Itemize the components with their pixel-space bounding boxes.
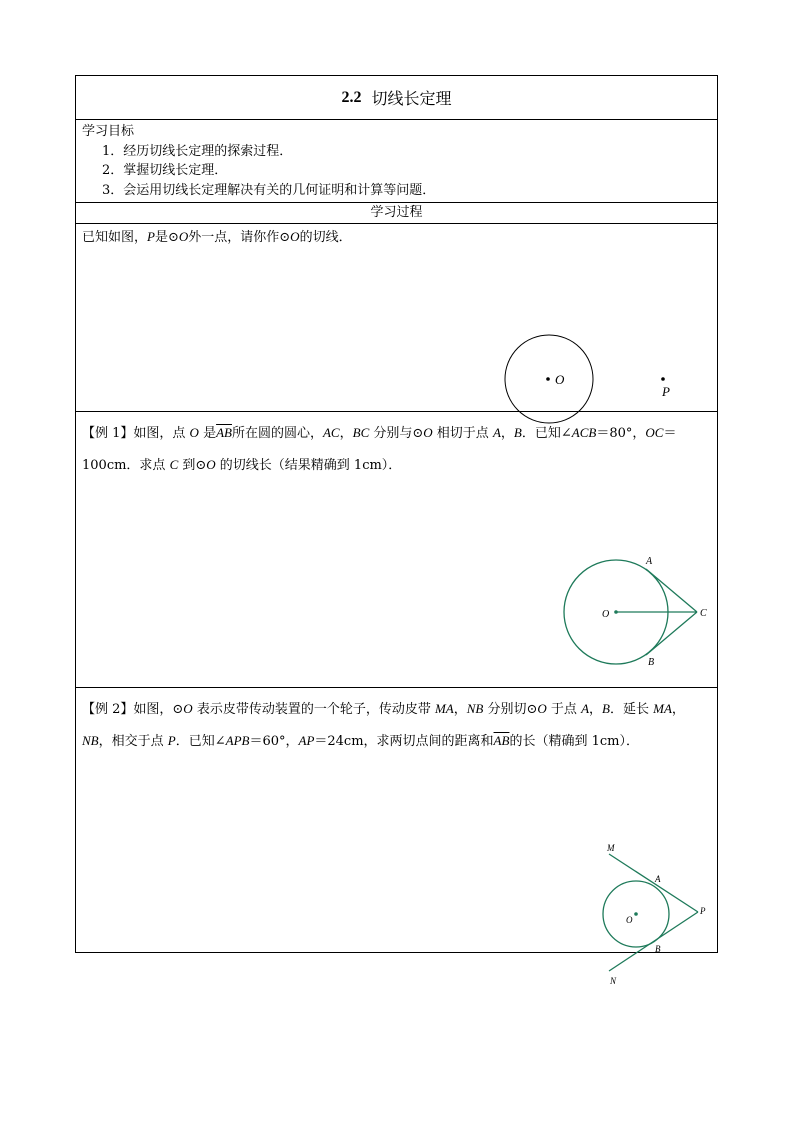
task-text: 已知如图，P是⊙O外一点，请你作⊙O的切线．: [82, 229, 352, 245]
label-o: O: [602, 609, 610, 620]
goals-heading: 学习目标: [82, 124, 135, 139]
goal-item: 2．掌握切线长定理．: [102, 163, 228, 178]
tangent-ac: [646, 569, 697, 612]
example-1: [76, 412, 717, 688]
center-point-o: [546, 377, 550, 381]
label-n: N: [610, 976, 617, 986]
label-c: C: [700, 608, 707, 619]
process-heading: 学习过程: [76, 203, 717, 224]
label-o: O: [555, 372, 565, 387]
label-m: M: [607, 843, 615, 853]
center-point-o: [634, 912, 638, 916]
label-p: P: [662, 384, 670, 399]
label-b: B: [655, 944, 661, 954]
label-o: O: [626, 915, 633, 925]
worksheet-table: [75, 75, 718, 986]
goal-item: 3．会运用切线长定理解决有关的几何证明和计算等问题．: [102, 182, 436, 198]
center-point-o: [614, 610, 618, 614]
task-section: [76, 224, 717, 412]
tangent-ma: [609, 854, 698, 912]
example-2: [76, 688, 717, 986]
example-1-text: 【例 1】如图，点 O 是$\overline{AB}$所在圆的圆心，AC，BC 分别与⊙O 相切于点 A，B．已知∠ACB＝80°，OC＝100cm．求点 C 到⊙O 的切线长（结果精确到 1cm）．: [82, 425, 677, 473]
tangent-figure-1: [596, 552, 716, 672]
label-b: B: [648, 657, 655, 668]
goal-item: 1．经历切线长定理的探索过程．: [102, 143, 293, 159]
label-p: P: [700, 906, 706, 916]
tangent-bc: [646, 612, 697, 655]
tangent-figure-2: [601, 844, 716, 989]
section-number: 2.2: [341, 88, 362, 106]
point-p: [661, 377, 665, 381]
label-a: A: [655, 874, 661, 884]
section-title: 切线长定理: [371, 89, 452, 108]
learning-goals: [76, 120, 717, 203]
title-row: [76, 76, 717, 120]
example-2-text: 【例 2】如图，⊙O 表示皮带传动装置的一个轮子，传动皮带 MA，NB 分别切⊙O 于点 A，B．延长 MA，NB，相交于点 P．已知∠APB＝60°，AP＝24cm，求两切点间的距离和$\overline{AB}$的长（精确到 1cm）．: [82, 701, 685, 749]
label-a: A: [646, 556, 653, 567]
